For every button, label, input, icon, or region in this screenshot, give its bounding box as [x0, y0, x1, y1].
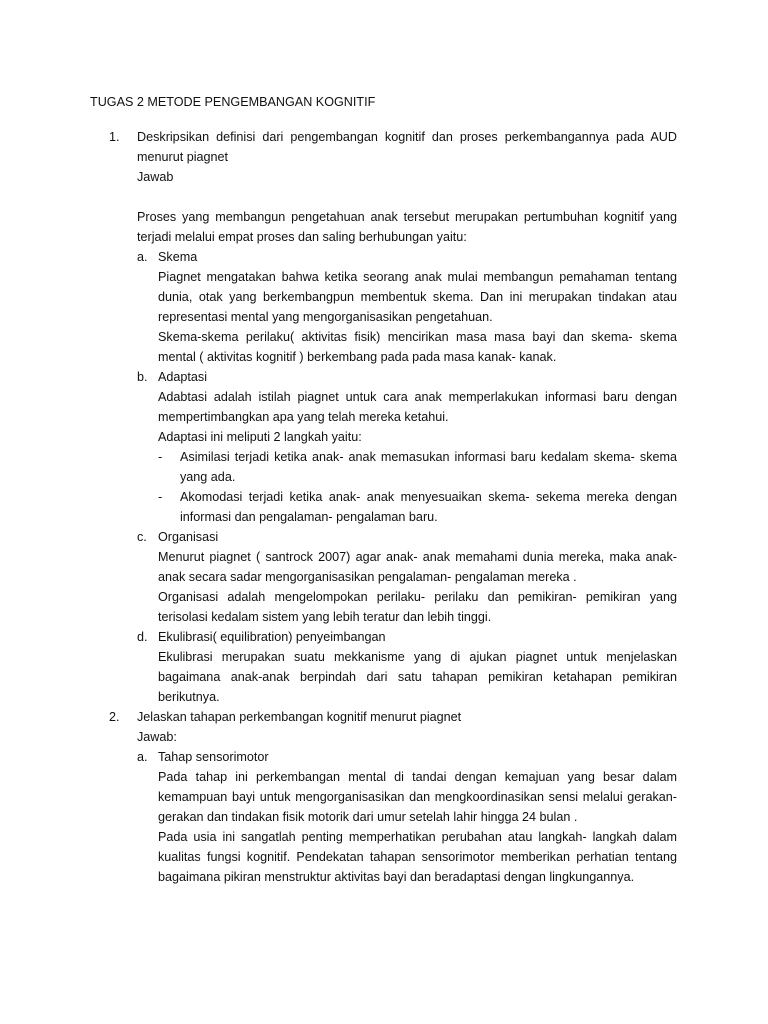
item-d-paragraph: Ekulibrasi merupakan suatu mekkanisme yang di ajukan piagnet untuk menjelaskan bagaimana anak-anak berpindah dari satu tahapan pemikiran ketahapan pemikiran berikutnya. — [158, 650, 677, 704]
bullet-item: Akomodasi terjadi ketika anak- anak menyesuaikan skema- sekema mereka dengan informasi dan pengalaman- pengalaman baru. — [180, 490, 677, 524]
item-a-paragraph: Pada usia ini sangatlah penting memperhatikan perubahan atau langkah- langkah dalam kualitas fungsi kognitif. Pendekatan tahapan sensorimotor memberikan perhatian tentang bagaimana pikiran menstruktur aktivitas bayi dan beradaptasi dengan lingkungannya. — [158, 830, 677, 884]
item-a-letter: a. — [137, 750, 148, 764]
item-a-paragraph: Piagnet mengatakan bahwa ketika seorang anak mulai membangun pemahaman tentang dunia, otak yang berkembangpun membentuk skema. Dan ini merupakan tindakan atau representasi mental yang mengorganisasikan pengetahuan. — [158, 270, 677, 324]
answer-1-intro: Proses yang membangun pengetahuan anak tersebut merupakan pertumbuhan kognitif yang terjadi melalui empat proses dan saling berhubungan yaitu: — [137, 210, 677, 244]
bullet-mark: - — [158, 490, 163, 504]
item-c-heading: Organisasi — [158, 530, 219, 544]
question-2-number: 2. — [109, 710, 120, 724]
document-title: TUGAS 2 METODE PENGEMBANGAN KOGNITIF — [90, 95, 376, 109]
item-a-paragraph: Skema-skema perilaku( aktivitas fisik) mencirikan masa masa bayi dan skema- skema mental ( aktivitas kognitif ) berkembang pada pada masa kanak- kanak. — [158, 330, 677, 364]
item-b-heading: Adaptasi — [158, 370, 208, 384]
item-d-letter: d. — [137, 630, 148, 644]
question-1-text: Deskripsikan definisi dari pengembangan kognitif dan proses perkembangannya pada AUD menurut piagnet — [137, 130, 677, 164]
bullet-mark: - — [158, 450, 163, 464]
item-a-letter: a. — [137, 250, 148, 264]
item-a-heading: Skema — [158, 250, 198, 264]
item-c-letter: c. — [137, 530, 147, 544]
item-c-paragraph: Menurut piagnet ( santrock 2007) agar anak- anak memahami dunia mereka, maka anak-anak secara sadar mengorganisasikan pengalaman- pengalaman mereka . — [158, 550, 677, 584]
question-1-answer-label: Jawab — [137, 170, 174, 184]
question-2-text: Jelaskan tahapan perkembangan kognitif menurut piagnet — [137, 710, 462, 724]
bullet-item: Asimilasi terjadi ketika anak- anak memasukan informasi baru kedalam skema- skema yang ada. — [180, 450, 677, 484]
item-a-heading: Tahap sensorimotor — [158, 750, 269, 764]
question-1-number: 1. — [109, 130, 120, 144]
item-b-letter: b. — [137, 370, 148, 384]
item-b-paragraph: Adabtasi adalah istilah piagnet untuk cara anak memperlakukan informasi baru dengan mempertimbangkan apa yang telah mereka ketahui. — [158, 390, 677, 424]
item-b-paragraph: Adaptasi ini meliputi 2 langkah yaitu: — [158, 430, 362, 444]
item-c-paragraph: Organisasi adalah mengelompokan perilaku- perilaku dan pemikiran- pemikiran yang terisolasi kedalam sistem yang lebih teratur dan lebih tinggi. — [158, 590, 677, 624]
item-a-paragraph: Pada tahap ini perkembangan mental di tandai dengan kemajuan yang besar dalam kemampuan bayi untuk mengorganisasikan dan mengkoordinasikan sensi melalui gerakan-gerakan dan tindakan fisik motorik dari umur setelah lahir hingga 24 bulan . — [158, 770, 677, 824]
item-d-heading: Ekulibrasi( equilibration) penyeimbangan — [158, 630, 386, 644]
question-2-answer-label: Jawab: — [137, 730, 177, 744]
